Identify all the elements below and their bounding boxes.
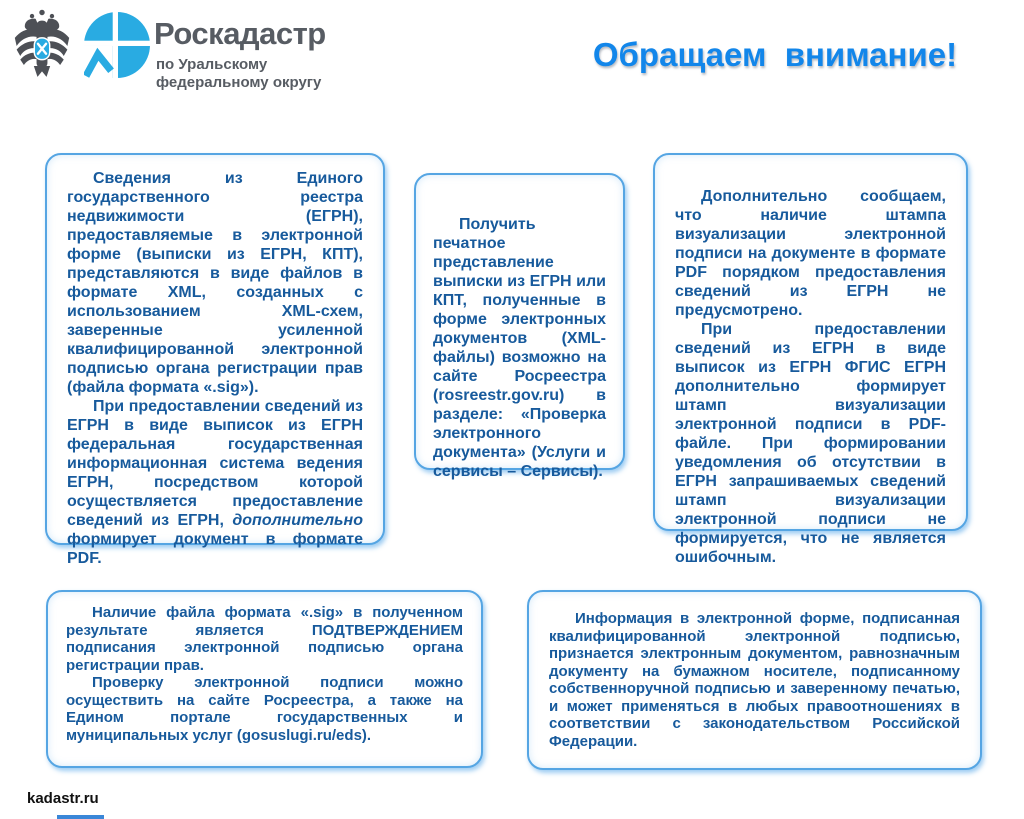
org-region <box>156 56 321 92</box>
box4-paragraph-1: Наличие файла формата «.sig» в полученном результате является ПОДТВЕРЖДЕНИЕМ подписания электронной подписью органа регистрации прав. <box>66 604 463 674</box>
box1-p2-italic-text: дополнительно <box>232 512 363 529</box>
org-region-line1: по Уральскому <box>156 56 268 73</box>
box1-p2-tail-text: формирует документ в формате PDF. <box>67 531 363 567</box>
box2-paragraph-1: Получить печатное представление выписки из ЕГРН или КПТ, полученные в форме электронных документов (XML-файлы) возможно на сайте Росреестра (rosreestr.gov.ru) в разделе: «Проверка электронного документа» (Услуги и сервисы – Сервисы). <box>433 216 606 480</box>
box1-paragraph-2 <box>67 397 363 568</box>
org-name: Роскадастр <box>154 16 326 51</box>
box5-paragraph-1: Информация в электронной форме, подписанная квалифицированной электронной подписью, признается электронным документом, равнозначным документу на бумажном носителе, подписанному собственноручной подписью и заверенному печатью, и может применяться в любых правоотношениях в соответствии с законодательством Российской Федерации. <box>549 610 960 750</box>
box1-paragraph-1: Сведения из Единого государственного реестра недвижимости (ЕГРН), предоставляемые в электронной форме (выписки из ЕГРН, КПТ), представляются в виде файлов в формате XML, созданных с использованием XML-схем, заверенные усиленной квалифицированной электронной подписью органа регистрации прав (файла формата «.sig»). <box>67 170 363 396</box>
info-box-egrn-xml <box>45 153 385 567</box>
info-box-legal-equivalence <box>527 590 982 770</box>
info-box-print-view <box>414 173 625 480</box>
info-box-stamp-visualization <box>653 153 968 566</box>
rosreestr-eagle-emblem-icon <box>13 6 71 86</box>
box3-paragraph-2: При предоставлении сведений из ЕГРН в виде выписок из ЕГРН ФГИС ЕГРН дополнительно формирует штамп визуализации электронной подписи в PDF-файле. При формировании уведомления об отсутствии в ЕГРН запрашиваемых сведений штамп визуализации электронной подписи не формируется, что не является ошибочным. <box>675 321 946 566</box>
site-url: kadastr.ru <box>27 790 99 807</box>
box4-paragraph-2: Проверку электронной подписи можно осуществить на сайте Росреестра, а также на Едином портале государственных и муниципальных услуг (gosuslugi.ru/eds). <box>66 674 463 744</box>
org-region-line2: федеральному округу <box>156 74 322 91</box>
bottom-edge-accent <box>57 815 104 819</box>
info-box-sig-confirmation <box>46 590 483 768</box>
box3-paragraph-1: Дополнительно сообщаем, что наличие штампа визуализации электронной подписи на документе в формате PDF порядком предоставления сведений из ЕГРН не предусмотрено. <box>675 188 946 319</box>
box1-p2-text: При предоставлении сведений из ЕГРН в виде выписок из ЕГРН федеральная государственная информационная система ведения ЕГРН, посредством которой осуществляется предоставление сведений из ЕГРН, <box>67 398 363 529</box>
page-title: Обращаем внимание! <box>592 36 958 73</box>
roskadastr-logo-icon <box>84 12 150 78</box>
